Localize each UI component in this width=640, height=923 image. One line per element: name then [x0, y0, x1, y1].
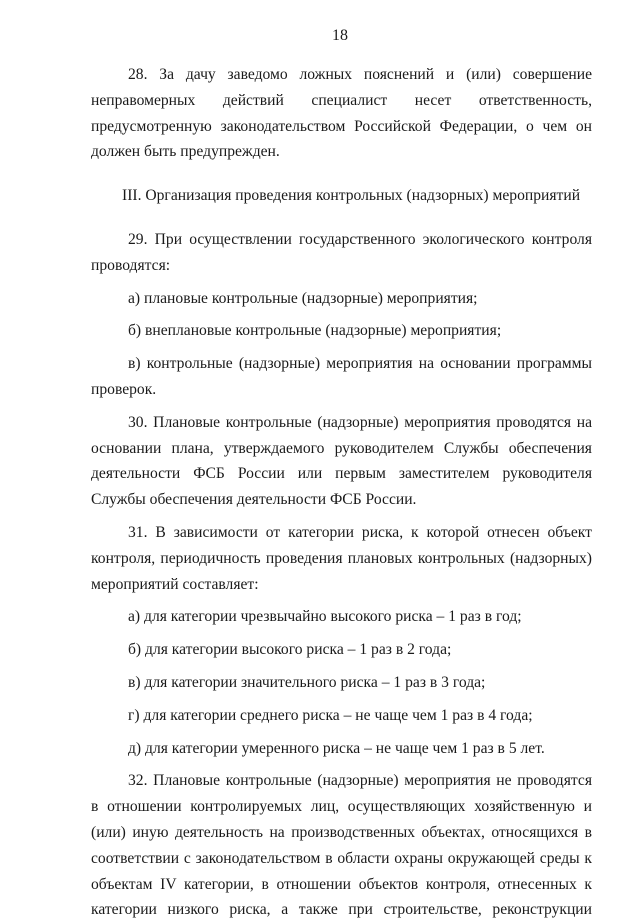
- paragraph-31-c: в) для категории значительного риска – 1 раз в 3 года;: [128, 673, 486, 691]
- paragraph-29-a: а) плановые контрольные (надзорные) мероприятия;: [128, 289, 478, 307]
- paragraph-31: 31. В зависимости от категории риска, к которой отнесен объект контроля, периодичность проведения плановых контрольных (надзорных) мероприятий составляет:: [91, 523, 592, 593]
- paragraph-29: 29. При осуществлении государственного экологического контроля проводятся:: [91, 230, 592, 274]
- paragraph-32: 32. Плановые контрольные (надзорные) мероприятия не проводятся в отношении контролируемых лиц, осуществляющих хозяйственную и (или) иную деятельность на производственных объектах, относящихся в соответствии с законодательством в области охраны окружающей среды к объектам IV категории, в отношении объектов контроля, отнесенных к категории низкого риска, а также при строительстве, реконструкции: [91, 772, 592, 919]
- paragraph-31-e: д) для категории умеренного риска – не чаще чем 1 раз в 5 лет.: [128, 739, 545, 757]
- paragraph-31-b: б) для категории высокого риска – 1 раз в 2 года;: [128, 641, 452, 659]
- paragraph-29-c: в) контрольные (надзорные) мероприятия на основании программы проверок.: [91, 355, 592, 398]
- paragraph-31-a: а) для категории чрезвычайно высокого риска – 1 раз в год;: [128, 608, 522, 626]
- paragraph-30: 30. Плановые контрольные (надзорные) мероприятия проводятся на основании плана, утверждаемого руководителем Службы обеспечения деятельности ФСБ России или первым заместителем руководителя Службы обеспечения деятельности ФСБ России.: [91, 413, 592, 509]
- section-heading-iii: III. Организация проведения контрольных (надзорных) мероприятий: [122, 187, 581, 205]
- document-body: [91, 62, 592, 923]
- paragraph-31-d: г) для категории среднего риска – не чаще чем 1 раз в 4 года;: [128, 706, 533, 724]
- paragraph-28: 28. За дачу заведомо ложных пояснений и (или) совершение неправомерных действий специалист несет ответственность, предусмотренную законодательством Российской Федерации, о чем он должен быть предупрежден.: [91, 66, 592, 161]
- page-number: 18: [332, 27, 348, 44]
- paragraph-29-b: б) внеплановые контрольные (надзорные) мероприятия;: [128, 322, 502, 340]
